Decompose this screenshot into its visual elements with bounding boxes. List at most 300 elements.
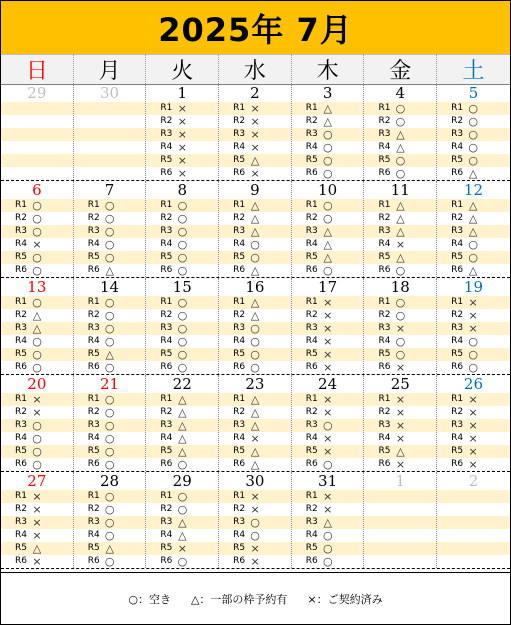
week-row <box>1 472 510 569</box>
room-row <box>292 335 364 348</box>
room-status: △ <box>396 128 405 141</box>
room-label: R6 <box>451 459 464 469</box>
room-row <box>1 212 73 225</box>
room-list <box>364 102 436 180</box>
room-status: ○ <box>177 238 188 251</box>
room-label: R5 <box>233 155 246 165</box>
room-status: ○ <box>32 361 42 374</box>
room-status: ○ <box>177 199 188 212</box>
room-status: ○ <box>104 238 115 251</box>
room-list <box>292 490 364 568</box>
room-status: ○ <box>32 251 42 264</box>
room-label: R4 <box>233 530 246 540</box>
room-row <box>364 238 436 251</box>
room-label: R6 <box>160 265 173 275</box>
room-list <box>364 296 436 374</box>
room-row <box>74 555 146 568</box>
room-row <box>1 516 73 529</box>
room-status: × <box>323 445 333 458</box>
day-number: 11 <box>390 181 410 199</box>
room-status: × <box>32 490 42 503</box>
room-status: △ <box>396 199 405 212</box>
room-label: R3 <box>160 323 173 333</box>
room-label: R4 <box>87 433 100 443</box>
room-status: ○ <box>468 154 478 167</box>
room-status: ○ <box>104 406 115 419</box>
day-cell[interactable] <box>219 375 292 471</box>
room-row <box>364 296 436 309</box>
room-label: R2 <box>305 310 318 320</box>
room-status: × <box>177 167 187 180</box>
room-status: △ <box>323 102 332 115</box>
room-row <box>146 322 218 335</box>
day-cell[interactable] <box>219 278 292 374</box>
room-status: × <box>32 516 42 529</box>
room-label: R5 <box>160 252 173 262</box>
room-status: × <box>250 141 260 154</box>
day-cell[interactable] <box>292 84 365 180</box>
room-row <box>364 419 436 432</box>
room-row <box>146 458 218 471</box>
room-status: × <box>468 445 478 458</box>
room-status: × <box>323 503 333 516</box>
room-label: R2 <box>305 504 318 514</box>
room-status: × <box>250 490 260 503</box>
room-status: ○ <box>395 154 406 167</box>
room-label: R3 <box>378 129 391 139</box>
room-label: R1 <box>87 394 100 404</box>
room-label: R4 <box>87 239 100 249</box>
room-status: ○ <box>177 225 188 238</box>
room-label: R1 <box>15 394 27 404</box>
room-status: ○ <box>104 335 115 348</box>
room-row <box>292 419 364 432</box>
day-cell[interactable] <box>292 375 365 471</box>
room-status: △ <box>178 406 187 419</box>
room-label: R5 <box>378 446 391 456</box>
room-row <box>219 199 291 212</box>
room-status: △ <box>250 212 260 225</box>
room-list <box>364 199 436 277</box>
room-status: △ <box>178 432 187 445</box>
room-label: R6 <box>160 362 173 372</box>
room-status: ○ <box>322 128 333 141</box>
day-cell[interactable] <box>1 278 74 374</box>
day-stripes <box>1 102 73 180</box>
room-status: × <box>323 361 333 374</box>
room-status: △ <box>250 419 260 432</box>
room-label: R1 <box>233 491 246 501</box>
room-label: R6 <box>305 556 318 566</box>
day-cell[interactable] <box>437 375 510 471</box>
day-cell[interactable] <box>146 472 219 568</box>
day-cell[interactable] <box>292 181 365 277</box>
room-label: R2 <box>305 116 318 126</box>
room-label: R6 <box>160 168 173 178</box>
room-status: ○ <box>104 199 115 212</box>
room-row <box>1 296 73 309</box>
room-row <box>437 419 510 432</box>
room-label: R2 <box>160 213 173 223</box>
room-status: ○ <box>177 335 188 348</box>
day-cell[interactable] <box>364 278 437 374</box>
room-status: ○ <box>322 555 333 568</box>
room-row <box>146 309 218 322</box>
room-label: R2 <box>451 310 464 320</box>
room-label: R6 <box>87 459 100 469</box>
room-row <box>437 141 510 154</box>
day-cell[interactable] <box>292 278 365 374</box>
day-cell[interactable] <box>1 472 74 568</box>
room-row <box>74 419 146 432</box>
room-label: R1 <box>305 103 318 113</box>
room-row <box>364 199 436 212</box>
room-label: R5 <box>305 446 318 456</box>
day-cell[interactable] <box>146 181 219 277</box>
day-cell[interactable] <box>364 472 437 568</box>
room-row <box>437 167 510 180</box>
day-cell[interactable] <box>437 181 510 277</box>
room-row <box>219 432 291 445</box>
room-row <box>437 309 510 322</box>
room-label: R6 <box>160 556 173 566</box>
room-label: R6 <box>378 168 391 178</box>
room-status: ○ <box>32 419 42 432</box>
room-status: ○ <box>322 264 333 277</box>
room-row <box>146 490 218 503</box>
room-status: ○ <box>250 251 260 264</box>
day-cell[interactable] <box>364 84 437 180</box>
room-label: R2 <box>378 310 391 320</box>
room-status: △ <box>468 167 478 180</box>
room-row <box>437 322 510 335</box>
room-status: × <box>323 393 333 406</box>
room-row <box>364 225 436 238</box>
room-label: R3 <box>451 420 464 430</box>
room-label: R5 <box>451 252 464 262</box>
room-row <box>437 264 510 277</box>
day-cell[interactable] <box>146 84 219 180</box>
room-label: R5 <box>15 252 27 262</box>
room-label: R5 <box>160 349 173 359</box>
room-status: × <box>177 102 187 115</box>
room-label: R1 <box>305 297 318 307</box>
room-status: ○ <box>395 296 406 309</box>
room-status: ○ <box>177 251 188 264</box>
day-cell[interactable] <box>146 278 219 374</box>
room-label: R3 <box>15 420 27 430</box>
weekday-0: 日 <box>1 55 74 84</box>
day-number: 19 <box>463 278 484 296</box>
room-row <box>1 458 73 471</box>
room-label: R3 <box>378 323 391 333</box>
room-status: ○ <box>177 503 188 516</box>
day-number: 17 <box>318 278 338 296</box>
room-label: R5 <box>451 349 464 359</box>
day-cell[interactable] <box>1 181 74 277</box>
room-status: ○ <box>32 458 42 471</box>
room-status: × <box>468 406 478 419</box>
room-label: R3 <box>160 226 173 236</box>
weekday-1: 月 <box>74 55 147 84</box>
room-label: R4 <box>160 239 173 249</box>
room-label: R3 <box>451 129 464 139</box>
room-status: △ <box>32 309 42 322</box>
room-label: R2 <box>15 310 27 320</box>
room-status: △ <box>250 406 260 419</box>
room-row <box>219 490 291 503</box>
room-status: ○ <box>322 419 333 432</box>
room-row <box>437 154 510 167</box>
room-row <box>292 393 364 406</box>
room-list <box>74 296 146 374</box>
weekday-5: 金 <box>364 55 437 84</box>
room-status: × <box>395 393 406 406</box>
room-row <box>146 115 218 128</box>
room-row <box>1 432 73 445</box>
room-label: R4 <box>305 336 318 346</box>
day-cell[interactable] <box>74 181 147 277</box>
room-label: R6 <box>233 362 246 372</box>
room-row <box>364 251 436 264</box>
room-row <box>437 128 510 141</box>
day-cell[interactable] <box>74 278 147 374</box>
room-status: × <box>395 361 406 374</box>
room-label: R6 <box>87 265 100 275</box>
room-label: R4 <box>233 336 246 346</box>
day-cell[interactable] <box>74 375 147 471</box>
room-label: R5 <box>451 446 464 456</box>
room-row <box>364 335 436 348</box>
room-row <box>146 212 218 225</box>
room-status: × <box>395 432 406 445</box>
room-status: ○ <box>32 199 42 212</box>
room-row <box>1 348 73 361</box>
room-row <box>364 264 436 277</box>
room-label: R6 <box>451 168 464 178</box>
day-cell[interactable] <box>1 84 74 180</box>
room-row <box>364 361 436 374</box>
weekday-header <box>1 54 510 85</box>
day-number: 25 <box>390 375 410 393</box>
room-row <box>146 335 218 348</box>
room-row <box>364 432 436 445</box>
room-label: R3 <box>160 517 173 527</box>
room-row <box>74 264 146 277</box>
room-label: R5 <box>233 349 246 359</box>
room-row <box>219 154 291 167</box>
room-status: △ <box>105 542 114 555</box>
room-row <box>219 348 291 361</box>
room-row <box>146 225 218 238</box>
room-status: △ <box>250 458 260 471</box>
room-label: R2 <box>87 310 100 320</box>
room-row <box>1 335 73 348</box>
room-label: R4 <box>15 336 27 346</box>
room-status: ○ <box>104 555 115 568</box>
room-status: × <box>395 238 406 251</box>
room-row <box>146 167 218 180</box>
room-row <box>219 542 291 555</box>
room-status: ○ <box>250 361 260 374</box>
room-status: △ <box>178 419 187 432</box>
room-status: ○ <box>177 361 188 374</box>
room-status: × <box>468 432 478 445</box>
day-cell[interactable] <box>1 375 74 471</box>
room-status: △ <box>250 393 260 406</box>
room-row <box>146 432 218 445</box>
room-row <box>292 154 364 167</box>
weekday-4: 木 <box>292 55 365 84</box>
day-cell[interactable] <box>437 278 510 374</box>
room-label: R4 <box>160 336 173 346</box>
room-label: R1 <box>451 200 464 210</box>
day-cell[interactable] <box>364 181 437 277</box>
room-status: ○ <box>177 296 188 309</box>
room-row <box>292 348 364 361</box>
room-label: R2 <box>451 116 464 126</box>
day-cell[interactable] <box>437 84 510 180</box>
room-status: × <box>395 406 406 419</box>
room-row <box>146 529 218 542</box>
room-label: R3 <box>233 517 246 527</box>
room-row <box>219 335 291 348</box>
room-status: ○ <box>322 458 333 471</box>
room-label: R5 <box>15 446 27 456</box>
room-label: R4 <box>305 530 318 540</box>
room-status: × <box>32 529 42 542</box>
room-status: × <box>395 458 406 471</box>
room-row <box>437 393 510 406</box>
day-cell[interactable] <box>437 472 510 568</box>
room-row <box>1 361 73 374</box>
room-status: ○ <box>395 167 406 180</box>
day-cell[interactable] <box>364 375 437 471</box>
room-list <box>1 393 73 471</box>
room-row <box>74 322 146 335</box>
room-status: × <box>323 432 333 445</box>
room-label: R1 <box>451 297 464 307</box>
room-label: R4 <box>160 433 173 443</box>
room-row <box>364 458 436 471</box>
room-status: ○ <box>177 264 188 277</box>
room-label: R1 <box>378 297 391 307</box>
day-number: 29 <box>27 84 47 102</box>
room-label: R4 <box>378 239 391 249</box>
room-list <box>74 490 146 568</box>
room-row <box>292 322 364 335</box>
room-status: × <box>395 419 406 432</box>
room-label: R4 <box>305 142 318 152</box>
room-row <box>219 296 291 309</box>
room-label: R1 <box>305 394 318 404</box>
room-label: R3 <box>87 226 100 236</box>
room-row <box>74 445 146 458</box>
room-row <box>146 128 218 141</box>
room-label: R2 <box>233 116 246 126</box>
room-status: ○ <box>468 348 478 361</box>
room-status: △ <box>323 225 332 238</box>
room-label: R6 <box>233 459 246 469</box>
day-number: 6 <box>32 181 42 199</box>
room-list <box>292 393 364 471</box>
room-label: R6 <box>305 168 318 178</box>
room-row <box>364 212 436 225</box>
room-row <box>1 542 73 555</box>
room-row <box>219 458 291 471</box>
room-status: × <box>468 309 478 322</box>
room-row <box>146 542 218 555</box>
room-row <box>364 309 436 322</box>
day-cell[interactable] <box>292 472 365 568</box>
room-row <box>1 264 73 277</box>
room-row <box>219 361 291 374</box>
day-cell[interactable] <box>219 472 292 568</box>
room-label: R2 <box>233 213 246 223</box>
room-row <box>437 115 510 128</box>
room-label: R5 <box>87 543 100 553</box>
room-row <box>146 264 218 277</box>
room-status: △ <box>468 264 478 277</box>
room-label: R6 <box>378 459 391 469</box>
room-status: × <box>32 555 42 568</box>
room-status: ○ <box>468 115 478 128</box>
room-row <box>74 238 146 251</box>
room-label: R4 <box>378 433 391 443</box>
room-row <box>219 212 291 225</box>
day-number: 12 <box>463 181 484 199</box>
room-label: R3 <box>233 420 246 430</box>
room-label: R3 <box>87 420 100 430</box>
day-cell[interactable] <box>219 181 292 277</box>
day-cell[interactable] <box>146 375 219 471</box>
room-status: ○ <box>468 335 478 348</box>
room-label: R3 <box>160 420 173 430</box>
day-number: 5 <box>468 84 479 102</box>
week-row <box>1 181 510 278</box>
day-cell[interactable] <box>74 472 147 568</box>
room-status: × <box>177 115 187 128</box>
room-label: R4 <box>451 433 464 443</box>
room-status: ○ <box>395 264 406 277</box>
room-row <box>74 432 146 445</box>
room-row <box>146 445 218 458</box>
room-label: R4 <box>451 336 464 346</box>
room-label: R5 <box>305 349 318 359</box>
room-row <box>146 296 218 309</box>
legend <box>1 572 510 625</box>
room-status: × <box>323 322 333 335</box>
room-status: △ <box>396 445 405 458</box>
room-label: R4 <box>15 433 27 443</box>
room-row <box>1 309 73 322</box>
day-number: 18 <box>390 278 410 296</box>
day-cell[interactable] <box>74 84 147 180</box>
room-label: R1 <box>451 103 464 113</box>
day-number: 30 <box>99 84 120 102</box>
room-label: R4 <box>160 142 173 152</box>
room-label: R3 <box>305 517 318 527</box>
room-list <box>1 490 73 568</box>
room-status: × <box>177 128 187 141</box>
day-cell[interactable] <box>219 84 292 180</box>
room-label: R1 <box>233 200 246 210</box>
room-row <box>292 238 364 251</box>
room-label: R4 <box>87 336 100 346</box>
room-row <box>437 445 510 458</box>
room-row <box>364 154 436 167</box>
room-list <box>219 296 291 374</box>
